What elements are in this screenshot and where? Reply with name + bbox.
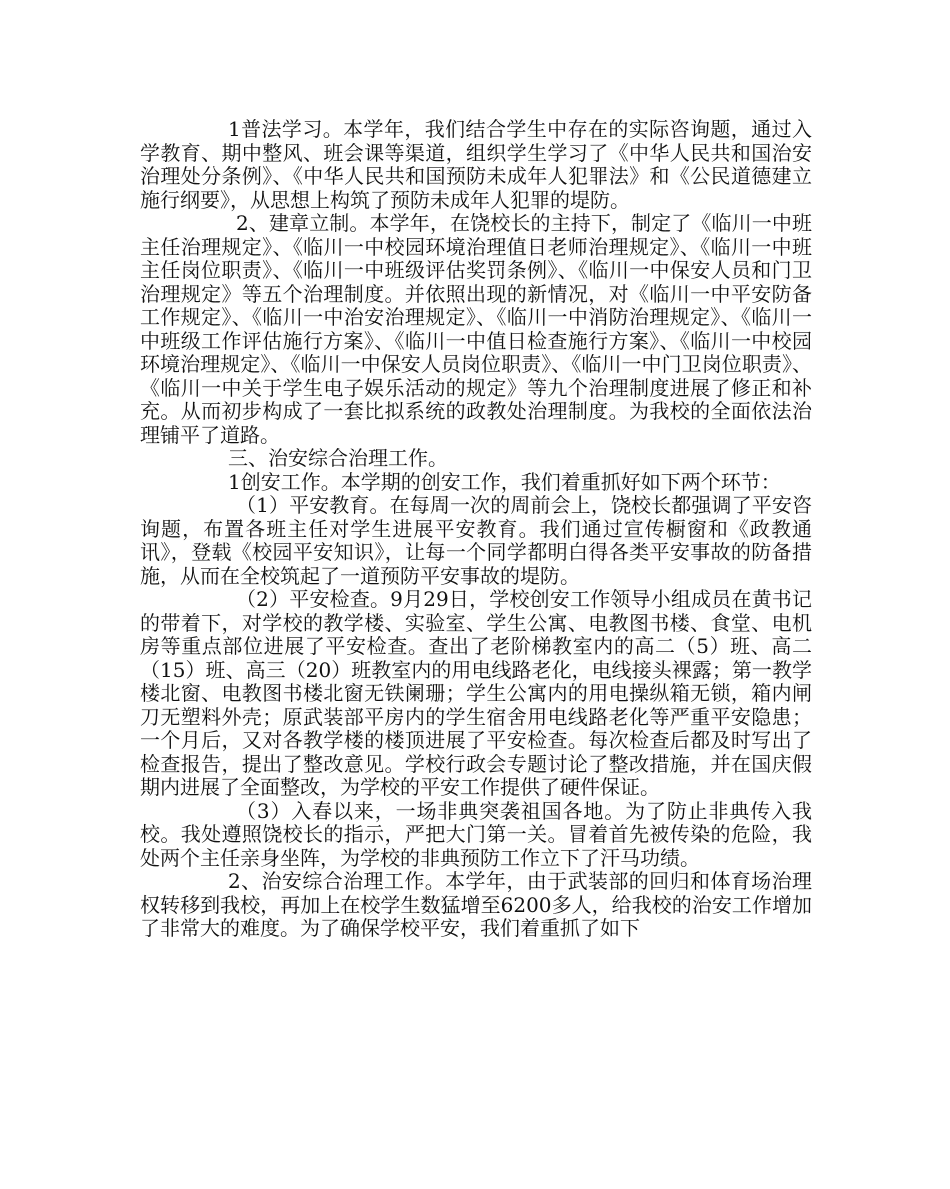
paragraph-rules: 2、建章立制。本学年，在饶校长的主持下，制定了《临川一中班主任治理规定》、《临川一中校园环境治理值日老师治理规定》、《临川一中班主任岗位职责》、《临川一中班级评估奖罚条例》、《临川一中保安人员和门卫治理规定》等五个治理制度。并依照出现的新情况，对《临川一中平安防备工作规定》、《临川一中治安治理规定》、《临川一中消防治理规定》、《临川一中班级工作评估施行方案》、《临川一中值日检查施行方案》、《临川一中校园环境治理规定》、《临川一中保安人员岗位职责》、《临川一中门卫岗位职责》、《临川一中关于学生电子娱乐活动的规定》等九个治理制度进展了修正和补充。从而初步构成了一套比拟系统的政教处治理制度。为我校的全面依法治理铺平了道路。 xyxy=(140,211,812,447)
body-text xyxy=(140,118,812,941)
paragraph-safety-campaign: 1创安工作。本学期的创安工作，我们着重抓好如下两个环节： xyxy=(228,469,781,494)
section-heading-public-security: 三、治安综合治理工作。 xyxy=(228,446,448,470)
paragraph-law-study: 1普法学习。本学年，我们结合学生中存在的实际咨询题，通过入学教育、期中整风、班会课等渠道，组织学生学习了《中华人民共和国治安治理处分条例》、《中华人民共和国预防未成年人犯罪法》和《公民道德建立施行纲要》，从思想上构筑了预防未成年人犯罪的堤防。 xyxy=(140,117,812,212)
paragraph-comprehensive-governance: 2、治安综合治理工作。本学年，由于武装部的回归和体育场治理权转移到我校，再加上在校学生数猛增至6200多人，给我校的治安工作增加了非常大的难度。为了确保学校平安，我们着重抓了如下 xyxy=(140,869,812,940)
paragraph-sars-prevention: （3）入春以来，一场非典突袭祖国各地。为了防止非典传入我校。我处遵照饶校长的指示，严把大门第一关。冒着首先被传染的危险，我处两个主任亲身坐阵，为学校的非典预防工作立下了汗马功绩。 xyxy=(140,798,812,870)
paragraph-safety-education: （1）平安教育。在每周一次的周前会上，饶校长都强调了平安咨询题，布置各班主任对学生进展平安教育。我们通过宣传橱窗和《政教通讯》，登载《校园平安知识》，让每一个同学都明白得各类平安事故的防备措施，从而在全校筑起了一道预防平安事故的堤防。 xyxy=(140,493,812,588)
paragraph-safety-inspection: （2）平安检查。9月29日，学校创安工作领导小组成员在黄书记的带着下，对学校的教学楼、实验室、学生公寓、电教图书楼、食堂、电机房等重点部位进展了平安检查。查出了老阶梯教室内的高二（5）班、高二（15）班、高三（20）班教室内的用电线路老化，电线接头裸露；第一教学楼北窗、电教图书楼北窗无铁阑珊；学生公寓内的用电操纵箱无锁，箱内闸刀无塑料外壳；原武装部平房内的学生宿舍用电线路老化等严重平安隐患；一个月后，又对各教学楼的楼顶进展了平安检查。每次检查后都及时写出了检查报告，提出了整改意见。学校行政会专题讨论了整改措施，并在国庆假期内进展了全面整改，为学校的平安工作提供了硬件保证。 xyxy=(140,587,812,799)
